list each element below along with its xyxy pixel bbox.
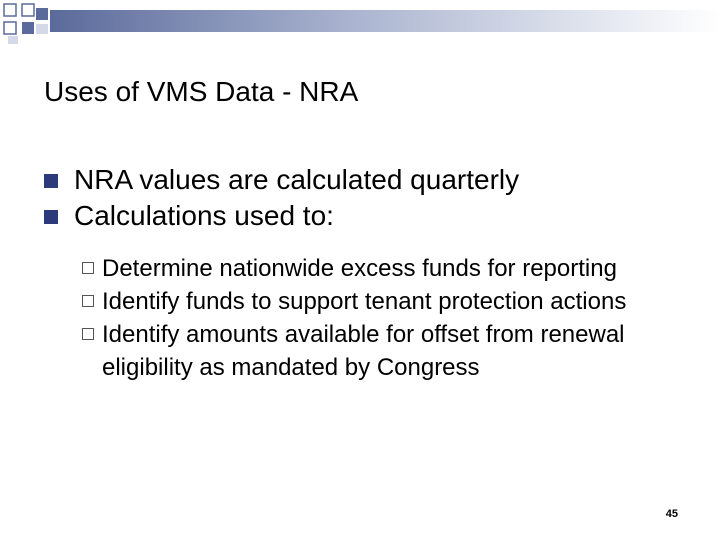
- sub-bullet-item: [0, 318, 662, 384]
- hollow-square-bullet-icon: [82, 262, 94, 274]
- sub-bullet-item: [0, 252, 662, 285]
- page-number: 45: [665, 508, 678, 520]
- sub-bullet-text: Identify amounts available for offset from renewal eligibility as mandated by Congress: [102, 321, 625, 381]
- slide-title: Uses of VMS Data - NRA: [44, 76, 359, 107]
- sub-bullet-list: [0, 252, 720, 384]
- sub-bullet-text: Identify funds to support tenant protection actions: [102, 288, 627, 315]
- sub-bullet-item: [0, 285, 662, 318]
- hollow-square-bullet-icon: [82, 295, 94, 307]
- sub-bullet-text: Determine nationwide excess funds for reporting: [102, 255, 617, 282]
- bullet-list: [0, 162, 720, 384]
- bullet-item: [0, 198, 720, 234]
- bullet-text: Calculations used to:: [74, 200, 334, 231]
- square-bullet-icon: [44, 174, 58, 188]
- square-bullet-icon: [44, 210, 58, 224]
- header-decoration: [0, 0, 720, 44]
- hollow-square-bullet-icon: [82, 328, 94, 340]
- bullet-item: [0, 162, 720, 198]
- bullet-text: NRA values are calculated quarterly: [74, 164, 520, 195]
